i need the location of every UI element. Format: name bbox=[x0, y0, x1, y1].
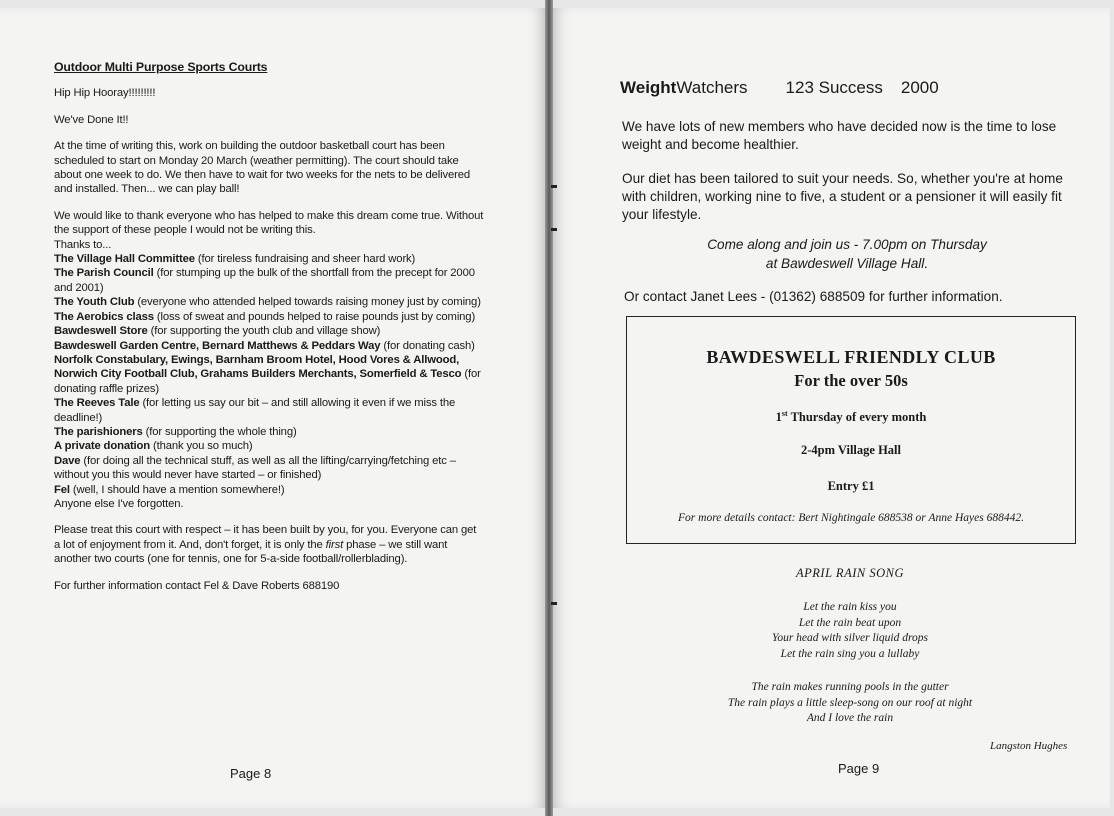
respect-text-a: Please treat this court with respect – it has been built by you, for you. Everyone can get a lot of enjoyment from it. And, don't forget, it is only the bbox=[54, 524, 477, 551]
ww-invite-line-1: Come along and join us - 7.00pm on Thursday bbox=[707, 237, 987, 252]
thanks-reason: (well, I should have a mention somewhere!) bbox=[69, 483, 285, 496]
thanks-item bbox=[54, 483, 484, 497]
thanks-list bbox=[54, 252, 484, 497]
respect-text-b: phase – we still want another two courts (one for tennis, one for 5-a-side football/rollerblading). bbox=[54, 538, 448, 566]
poem-line: And I love the rain bbox=[806, 712, 894, 724]
thanks-name: Norfolk Constabulary, Ewings, Barnham Broom Hotel, Hood Vores & Allwood, Norwich City Football Club, Grahams Builders Merchants, Somerfield & Tesco bbox=[54, 353, 462, 381]
page-number-left: Page 8 bbox=[230, 766, 272, 781]
thanks-end: Anyone else I've forgotten. bbox=[54, 497, 184, 510]
ww-tagline: 123 Success bbox=[785, 78, 883, 97]
thanks-reason: (for supporting the whole thing) bbox=[142, 425, 297, 438]
thanks-item bbox=[54, 252, 484, 266]
thanks-item bbox=[54, 324, 484, 338]
thanks-name: Fel bbox=[54, 483, 70, 496]
thanks-item bbox=[54, 266, 484, 295]
poem-line: The rain plays a little sleep-song on our roof at night bbox=[727, 696, 973, 709]
page-number-right: Page 9 bbox=[838, 761, 880, 776]
thanks-name: The Village Hall Committee bbox=[54, 253, 195, 266]
ww-contact: Or contact Janet Lees - (01362) 688509 for further information. bbox=[624, 289, 1003, 304]
staple-mark bbox=[551, 228, 557, 231]
sports-courts-article bbox=[54, 60, 484, 593]
thanks-intro: We would like to thank everyone who has helped to make this dream come true. Without the support of these people I would not be writing this. bbox=[54, 209, 484, 237]
thanks-name: Bawdeswell Garden Centre, Bernard Matthews & Peddars Way bbox=[54, 339, 381, 352]
thanks-reason: (everyone who attended helped towards raising money just by coming) bbox=[134, 296, 481, 309]
respect-paragraph bbox=[54, 523, 484, 566]
club-time-place: 2-4pm Village Hall bbox=[801, 443, 901, 457]
thanks-item bbox=[54, 396, 484, 425]
thanks-reason: (for doing all the technical stuff, as well as all the lifting/carrying/fetching etc – without you this would never have started – or finished) bbox=[54, 454, 456, 482]
thanks-name: A private donation bbox=[54, 440, 151, 453]
thanks-name: The Aerobics class bbox=[54, 310, 154, 323]
poem-title: APRIL RAIN SONG bbox=[796, 566, 904, 580]
thanks-item bbox=[54, 339, 484, 353]
ww-brand-rest: Watchers bbox=[676, 78, 748, 97]
ww-paragraph-2: Our diet has been tailored to suit your needs. So, whether you're at home with children, working nine to five, a student or a pensioner it will easily fit your lifestyle. bbox=[622, 171, 1063, 222]
thanks-to-label: Thanks to... bbox=[54, 238, 112, 251]
club-subtitle: For the over 50s bbox=[794, 371, 908, 390]
friendly-club-box bbox=[626, 316, 1076, 544]
thanks-name: The Reeves Tale bbox=[54, 397, 140, 410]
thanks-item bbox=[54, 425, 484, 439]
ww-paragraph-1: We have lots of new members who have decided now is the time to lose weight and become healthier. bbox=[622, 119, 1057, 152]
thanks-name: Dave bbox=[54, 454, 81, 467]
schedule-paragraph: At the time of writing this, work on building the outdoor basketball court has been scheduled to start on Monday 20 March (weather permitting). The court should take about one week to do. We then have to wait for two weeks for the nets to be delivered and installed. Then... we can play ball! bbox=[54, 140, 470, 196]
respect-emphasis: first bbox=[325, 538, 344, 551]
thanks-reason: (loss of sweat and pounds helped to raise pounds just by coming) bbox=[153, 310, 476, 323]
poem-line: Your head with silver liquid drops bbox=[771, 632, 928, 644]
club-schedule bbox=[627, 409, 1075, 425]
club-day-number: 1 bbox=[775, 410, 782, 425]
contact-line: For further information contact Fel & Dave Roberts 688190 bbox=[54, 579, 340, 592]
thanks-reason: (for supporting the youth club and village show) bbox=[147, 325, 381, 338]
weightwatchers-header bbox=[620, 78, 939, 98]
done-line: We've Done It!! bbox=[54, 113, 129, 126]
thanks-item bbox=[54, 310, 484, 324]
thanks-name: The Youth Club bbox=[54, 296, 135, 309]
poem-line: Let the rain kiss you bbox=[803, 601, 897, 613]
thanks-name: Bawdeswell Store bbox=[54, 325, 148, 338]
thanks-name: The parishioners bbox=[54, 425, 143, 438]
poem-author: Langston Hughes bbox=[990, 740, 1068, 752]
hooray-line: Hip Hip Hooray!!!!!!!!! bbox=[54, 87, 156, 100]
club-day-rest: Thursday of every month bbox=[787, 410, 927, 425]
thanks-reason: (for stumping up the bulk of the shortfall from the precept for 2000 and 2001) bbox=[54, 267, 475, 294]
staple-mark bbox=[551, 185, 557, 188]
thanks-reason: (for tireless fundraising and sheer hard work) bbox=[194, 253, 416, 266]
thanks-item bbox=[54, 353, 484, 396]
thanks-reason: (for donating raffle prizes) bbox=[54, 368, 481, 395]
thanks-reason: (for letting us say our bit – and still allowing it even if we miss the deadline!) bbox=[54, 397, 456, 424]
thanks-item bbox=[54, 295, 484, 309]
ww-brand-bold: Weight bbox=[620, 78, 677, 97]
ww-year: 2000 bbox=[900, 78, 939, 97]
poem-line: Let the rain sing you a lullaby bbox=[780, 647, 920, 660]
article-title: Outdoor Multi Purpose Sports Courts bbox=[54, 60, 268, 74]
ww-invite-line-2: at Bawdeswell Village Hall. bbox=[765, 256, 929, 271]
poem-line: The rain makes running pools in the gutter bbox=[751, 681, 949, 693]
poem-stanza-2 bbox=[626, 680, 1074, 727]
poem-stanza-1 bbox=[626, 600, 1074, 662]
club-day-suffix: st bbox=[781, 409, 788, 418]
thanks-name: The Parish Council bbox=[54, 267, 154, 280]
poem-line: Let the rain beat upon bbox=[798, 616, 902, 629]
club-name: BAWDESWELL FRIENDLY CLUB bbox=[706, 347, 996, 367]
thanks-reason: (thank you so much) bbox=[150, 440, 253, 453]
club-contact: For more details contact: Bert Nightingale 688538 or Anne Hayes 688442. bbox=[678, 512, 1024, 524]
book-gutter bbox=[545, 0, 553, 816]
thanks-item bbox=[54, 454, 484, 483]
thanks-item bbox=[54, 439, 484, 453]
club-entry: Entry £1 bbox=[827, 479, 875, 493]
thanks-reason: (for donating cash) bbox=[380, 339, 475, 352]
staple-mark bbox=[551, 602, 557, 605]
